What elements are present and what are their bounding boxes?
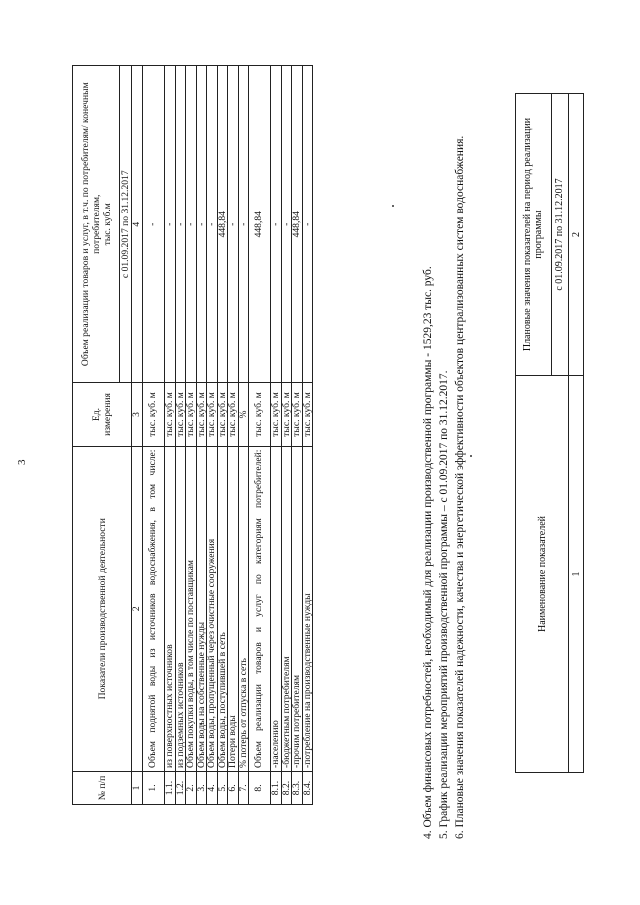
row-unit: тыс. куб. м <box>249 383 271 446</box>
row-number: 8. <box>249 771 271 804</box>
row-unit: тыс. куб. м <box>302 383 313 446</box>
column-number: 1 <box>132 771 143 804</box>
row-name: Объем покупки воды, в том числе по поставщикам <box>186 446 197 771</box>
column-number: 2 <box>569 94 584 376</box>
table-row <box>186 66 197 805</box>
row-value: 448,84 <box>249 66 271 383</box>
header-indicators: Показатели производственной деятельности <box>73 446 132 771</box>
table-row <box>143 66 165 805</box>
row-unit: тыс. куб. м <box>186 383 197 446</box>
row-unit: тыс. куб. м <box>228 383 239 446</box>
column-number-row <box>132 66 143 805</box>
table-row <box>249 66 271 805</box>
plan-header-values: Плановые значения показателей на период реализации программы <box>516 94 552 376</box>
row-number: 1. <box>143 771 165 804</box>
row-unit: тыс. куб. м <box>271 383 282 446</box>
row-value: - <box>238 66 249 383</box>
paragraph-indicators: 6. Плановые значения показателей надежности, качества и энергетической эффективности объектов централизованных систем водоснабжения. <box>454 135 466 839</box>
row-value: - <box>228 66 239 383</box>
row-name: -бюджетным потребителям <box>281 446 292 771</box>
row-name: Объем реализации товаров и услуг по категориям потребителей: <box>249 446 271 771</box>
row-unit: тыс. куб. м <box>292 383 303 446</box>
row-unit: тыс. куб. м <box>281 383 292 446</box>
row-unit: тыс. куб. м <box>217 383 228 446</box>
plan-column-number-row <box>569 94 584 773</box>
row-number: 8.4. <box>302 771 313 804</box>
header-volume <box>73 66 120 383</box>
row-number: 8.3. <box>292 771 303 804</box>
row-value: - <box>281 66 292 383</box>
row-number: 1.2. <box>175 771 186 804</box>
production-indicators-table <box>72 65 313 805</box>
row-name: -населению <box>271 446 282 771</box>
body-text <box>420 33 468 853</box>
table-row <box>217 66 228 805</box>
table-header-row <box>73 66 120 805</box>
header-volume-unit: тыс. куб.м <box>101 203 113 246</box>
table-row <box>292 66 303 805</box>
table-row <box>238 66 249 805</box>
row-name: из поверхностных источников <box>165 446 176 771</box>
row-number: 4. <box>207 771 218 804</box>
header-number: № п/п <box>73 771 132 804</box>
row-value: 448,84 <box>292 66 303 383</box>
row-name: Объем поднятой воды из источников водоснабжения, в том числе: <box>143 446 165 771</box>
column-number: 1 <box>569 376 584 773</box>
row-number: 6. <box>228 771 239 804</box>
table-row <box>281 66 292 805</box>
row-name: % потерь от отпуска в сеть <box>238 446 249 771</box>
table-row <box>207 66 218 805</box>
row-unit: тыс. куб. м <box>207 383 218 446</box>
page-number: 3 <box>16 459 28 465</box>
row-unit: тыс. куб. м <box>143 383 165 446</box>
table-row <box>302 66 313 805</box>
table-row <box>271 66 282 805</box>
header-volume-text: Объем реализации товаров и услуг, в т.ч. по потребителям/ конечным потребителям, <box>79 82 102 367</box>
row-name: Объем воды, пропущенный через очистные сооружения <box>207 446 218 771</box>
row-name: Объем воды, поступившей в сеть <box>217 446 228 771</box>
row-number: 3. <box>196 771 207 804</box>
row-name: Объем воды на собственные нужды <box>196 446 207 771</box>
row-number: 1.1. <box>165 771 176 804</box>
planned-values-table <box>515 93 584 773</box>
table-row <box>196 66 207 805</box>
row-value: - <box>196 66 207 383</box>
row-unit: тыс. куб. м <box>196 383 207 446</box>
scan-speck <box>470 455 472 457</box>
row-unit: % <box>238 383 249 446</box>
header-period: с 01.09.2017 по 31.12.2017 <box>120 66 132 383</box>
row-name: Потери воды <box>228 446 239 771</box>
row-name: из подземных источников <box>175 446 186 771</box>
row-name: -прочим потребителям <box>292 446 303 771</box>
plan-header-row <box>516 94 552 773</box>
row-number: 8.2. <box>281 771 292 804</box>
paragraph-schedule: 5. График реализации мероприятий производственной программы – с 01.09.2017 по 31.12.2017. <box>438 370 450 839</box>
row-number: 2. <box>186 771 197 804</box>
row-unit: тыс. куб. м <box>165 383 176 446</box>
row-value: 448,84 <box>217 66 228 383</box>
row-value: - <box>186 66 197 383</box>
row-unit: тыс. куб. м <box>175 383 186 446</box>
row-value: - <box>302 66 313 383</box>
paragraph-financial-needs: 4. Объем финансовых потребностей, необходимый для реализации производственной программы - 1529,23 тыс. руб. <box>422 266 434 839</box>
row-name: -потребление на производственные нужды <box>302 446 313 771</box>
row-value: - <box>175 66 186 383</box>
column-number: 2 <box>132 446 143 771</box>
row-number: 5. <box>217 771 228 804</box>
row-value: - <box>143 66 165 383</box>
row-value: - <box>271 66 282 383</box>
table-row <box>175 66 186 805</box>
row-number: 8.1. <box>271 771 282 804</box>
row-value: - <box>207 66 218 383</box>
row-value: - <box>165 66 176 383</box>
plan-header-name: Наименование показателей <box>516 376 569 773</box>
header-unit: Ед. измерения <box>73 383 132 446</box>
table-row <box>228 66 239 805</box>
column-number: 3 <box>132 383 143 446</box>
scan-speck <box>392 205 394 207</box>
column-number: 4 <box>132 66 143 383</box>
row-number: 7. <box>238 771 249 804</box>
table-row <box>165 66 176 805</box>
plan-header-period: с 01.09.2017 по 31.12.2017 <box>551 94 568 376</box>
